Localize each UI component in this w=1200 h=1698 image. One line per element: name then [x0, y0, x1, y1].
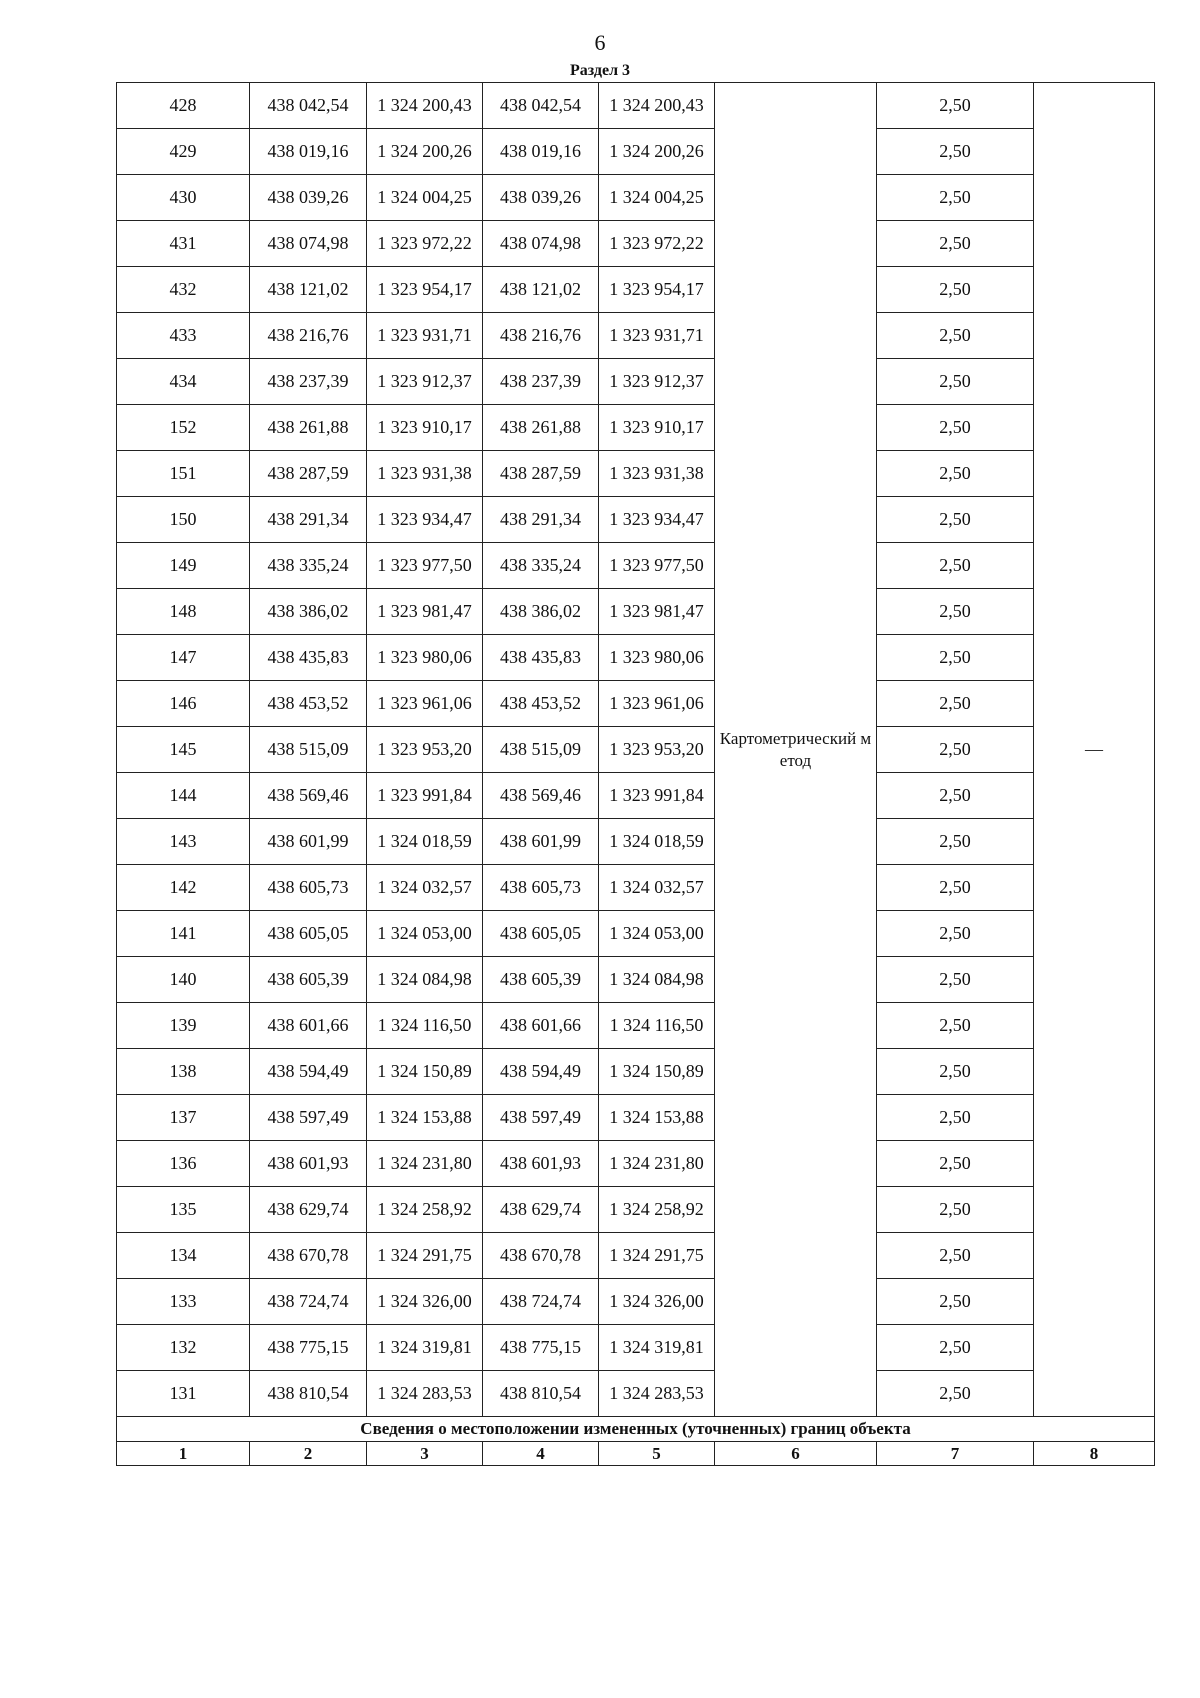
y-new-cell: 1 324 200,43: [599, 83, 715, 129]
point-number-cell: 144: [117, 773, 250, 819]
point-number-cell: 146: [117, 681, 250, 727]
x-old-cell: 438 335,24: [250, 543, 367, 589]
x-old-cell: 438 042,54: [250, 83, 367, 129]
section-title: Раздел 3: [569, 62, 631, 79]
last-column-cell: —: [1034, 83, 1155, 1417]
accuracy-cell: 2,50: [877, 129, 1034, 175]
x-new-cell: 438 335,24: [483, 543, 599, 589]
y-new-cell: 1 324 326,00: [599, 1279, 715, 1325]
column-number: 3: [367, 1442, 483, 1466]
y-new-cell: 1 323 931,71: [599, 313, 715, 359]
x-old-cell: 438 670,78: [250, 1233, 367, 1279]
point-number-cell: 147: [117, 635, 250, 681]
accuracy-cell: 2,50: [877, 313, 1034, 359]
x-new-cell: 438 042,54: [483, 83, 599, 129]
x-old-cell: 438 629,74: [250, 1187, 367, 1233]
x-old-cell: 438 074,98: [250, 221, 367, 267]
y-old-cell: 1 324 258,92: [367, 1187, 483, 1233]
y-new-cell: 1 324 150,89: [599, 1049, 715, 1095]
point-number-cell: 133: [117, 1279, 250, 1325]
x-new-cell: 438 261,88: [483, 405, 599, 451]
y-old-cell: 1 323 953,20: [367, 727, 483, 773]
point-number-cell: 429: [117, 129, 250, 175]
accuracy-cell: 2,50: [877, 957, 1034, 1003]
x-old-cell: 438 724,74: [250, 1279, 367, 1325]
table-caption-row: [117, 1417, 1155, 1442]
x-old-cell: 438 039,26: [250, 175, 367, 221]
point-number-cell: 139: [117, 1003, 250, 1049]
x-new-cell: 438 039,26: [483, 175, 599, 221]
table-row: [117, 221, 1155, 267]
table-row: [117, 1371, 1155, 1417]
point-number-cell: 150: [117, 497, 250, 543]
table-row: [117, 359, 1155, 405]
accuracy-cell: 2,50: [877, 1233, 1034, 1279]
point-number-cell: 135: [117, 1187, 250, 1233]
table-row: [117, 1141, 1155, 1187]
x-old-cell: 438 569,46: [250, 773, 367, 819]
y-new-cell: 1 324 319,81: [599, 1325, 715, 1371]
y-old-cell: 1 323 931,71: [367, 313, 483, 359]
y-old-cell: 1 323 961,06: [367, 681, 483, 727]
x-new-cell: 438 287,59: [483, 451, 599, 497]
table-row: [117, 957, 1155, 1003]
point-number-cell: 138: [117, 1049, 250, 1095]
accuracy-cell: 2,50: [877, 589, 1034, 635]
x-new-cell: 438 594,49: [483, 1049, 599, 1095]
point-number-cell: 134: [117, 1233, 250, 1279]
accuracy-cell: 2,50: [877, 451, 1034, 497]
table-row: [117, 175, 1155, 221]
y-old-cell: 1 324 116,50: [367, 1003, 483, 1049]
x-old-cell: 438 775,15: [250, 1325, 367, 1371]
y-new-cell: 1 324 291,75: [599, 1233, 715, 1279]
x-new-cell: 438 386,02: [483, 589, 599, 635]
x-new-cell: 438 670,78: [483, 1233, 599, 1279]
accuracy-cell: 2,50: [877, 1095, 1034, 1141]
x-old-cell: 438 605,05: [250, 911, 367, 957]
y-old-cell: 1 323 977,50: [367, 543, 483, 589]
table-row: [117, 1325, 1155, 1371]
y-old-cell: 1 324 319,81: [367, 1325, 483, 1371]
y-old-cell: 1 323 991,84: [367, 773, 483, 819]
x-old-cell: 438 121,02: [250, 267, 367, 313]
accuracy-cell: 2,50: [877, 1049, 1034, 1095]
x-old-cell: 438 594,49: [250, 1049, 367, 1095]
x-new-cell: 438 629,74: [483, 1187, 599, 1233]
y-old-cell: 1 324 004,25: [367, 175, 483, 221]
y-old-cell: 1 324 291,75: [367, 1233, 483, 1279]
table-row: [117, 405, 1155, 451]
accuracy-cell: 2,50: [877, 543, 1034, 589]
point-number-cell: 131: [117, 1371, 250, 1417]
y-new-cell: 1 323 972,22: [599, 221, 715, 267]
y-new-cell: 1 324 231,80: [599, 1141, 715, 1187]
x-old-cell: 438 597,49: [250, 1095, 367, 1141]
accuracy-cell: 2,50: [877, 911, 1034, 957]
column-number: 5: [599, 1442, 715, 1466]
column-number: 7: [877, 1442, 1034, 1466]
point-number-cell: 141: [117, 911, 250, 957]
x-new-cell: 438 810,54: [483, 1371, 599, 1417]
point-number-cell: 145: [117, 727, 250, 773]
point-number-cell: 140: [117, 957, 250, 1003]
accuracy-cell: 2,50: [877, 1141, 1034, 1187]
method-cell: Картометрический метод: [715, 83, 877, 1417]
point-number-cell: 151: [117, 451, 250, 497]
y-old-cell: 1 324 231,80: [367, 1141, 483, 1187]
y-new-cell: 1 323 991,84: [599, 773, 715, 819]
table-caption: Сведения о местоположении измененных (уточненных) границ объекта: [117, 1417, 1155, 1442]
point-number-cell: 149: [117, 543, 250, 589]
x-new-cell: 438 453,52: [483, 681, 599, 727]
table-row: [117, 267, 1155, 313]
x-new-cell: 438 019,16: [483, 129, 599, 175]
y-new-cell: 1 323 980,06: [599, 635, 715, 681]
y-old-cell: 1 323 980,06: [367, 635, 483, 681]
x-new-cell: 438 724,74: [483, 1279, 599, 1325]
point-number-cell: 431: [117, 221, 250, 267]
page-number: 6: [594, 30, 606, 55]
y-new-cell: 1 323 953,20: [599, 727, 715, 773]
y-old-cell: 1 324 084,98: [367, 957, 483, 1003]
accuracy-cell: 2,50: [877, 865, 1034, 911]
point-number-cell: 433: [117, 313, 250, 359]
point-number-cell: 428: [117, 83, 250, 129]
coordinates-table: [116, 82, 1155, 1466]
y-new-cell: 1 323 934,47: [599, 497, 715, 543]
column-number-row: [117, 1442, 1155, 1466]
x-old-cell: 438 601,66: [250, 1003, 367, 1049]
accuracy-cell: 2,50: [877, 359, 1034, 405]
y-old-cell: 1 323 972,22: [367, 221, 483, 267]
x-old-cell: 438 019,16: [250, 129, 367, 175]
x-new-cell: 438 601,99: [483, 819, 599, 865]
x-new-cell: 438 775,15: [483, 1325, 599, 1371]
accuracy-cell: 2,50: [877, 267, 1034, 313]
accuracy-cell: 2,50: [877, 405, 1034, 451]
y-new-cell: 1 324 004,25: [599, 175, 715, 221]
table-row: [117, 543, 1155, 589]
table-row: [117, 1049, 1155, 1095]
y-new-cell: 1 324 032,57: [599, 865, 715, 911]
point-number-cell: 430: [117, 175, 250, 221]
accuracy-cell: 2,50: [877, 1279, 1034, 1325]
accuracy-cell: 2,50: [877, 1371, 1034, 1417]
x-new-cell: 438 605,73: [483, 865, 599, 911]
y-new-cell: 1 324 258,92: [599, 1187, 715, 1233]
x-old-cell: 438 435,83: [250, 635, 367, 681]
y-new-cell: 1 323 981,47: [599, 589, 715, 635]
accuracy-cell: 2,50: [877, 1325, 1034, 1371]
accuracy-cell: 2,50: [877, 635, 1034, 681]
y-old-cell: 1 324 053,00: [367, 911, 483, 957]
point-number-cell: 132: [117, 1325, 250, 1371]
table-row: [117, 727, 1155, 773]
table-row: [117, 451, 1155, 497]
y-new-cell: 1 324 084,98: [599, 957, 715, 1003]
x-old-cell: 438 810,54: [250, 1371, 367, 1417]
y-old-cell: 1 324 032,57: [367, 865, 483, 911]
point-number-cell: 142: [117, 865, 250, 911]
x-old-cell: 438 291,34: [250, 497, 367, 543]
x-old-cell: 438 237,39: [250, 359, 367, 405]
table-row: [117, 313, 1155, 359]
accuracy-cell: 2,50: [877, 773, 1034, 819]
y-new-cell: 1 323 912,37: [599, 359, 715, 405]
y-new-cell: 1 324 053,00: [599, 911, 715, 957]
accuracy-cell: 2,50: [877, 83, 1034, 129]
column-number: 2: [250, 1442, 367, 1466]
point-number-cell: 148: [117, 589, 250, 635]
accuracy-cell: 2,50: [877, 727, 1034, 773]
table-row: [117, 635, 1155, 681]
y-old-cell: 1 323 954,17: [367, 267, 483, 313]
y-new-cell: 1 324 283,53: [599, 1371, 715, 1417]
y-old-cell: 1 324 200,43: [367, 83, 483, 129]
x-old-cell: 438 605,73: [250, 865, 367, 911]
y-new-cell: 1 324 018,59: [599, 819, 715, 865]
table-row: [117, 129, 1155, 175]
y-old-cell: 1 324 018,59: [367, 819, 483, 865]
point-number-cell: 432: [117, 267, 250, 313]
x-new-cell: 438 515,09: [483, 727, 599, 773]
table-row: [117, 1187, 1155, 1233]
table-row: [117, 1003, 1155, 1049]
x-new-cell: 438 569,46: [483, 773, 599, 819]
x-new-cell: 438 435,83: [483, 635, 599, 681]
x-new-cell: 438 601,93: [483, 1141, 599, 1187]
x-new-cell: 438 597,49: [483, 1095, 599, 1141]
table-body: [117, 83, 1155, 1466]
y-old-cell: 1 324 283,53: [367, 1371, 483, 1417]
table-row: [117, 1279, 1155, 1325]
table-row: [117, 819, 1155, 865]
point-number-cell: 136: [117, 1141, 250, 1187]
x-new-cell: 438 121,02: [483, 267, 599, 313]
accuracy-cell: 2,50: [877, 819, 1034, 865]
x-new-cell: 438 237,39: [483, 359, 599, 405]
x-new-cell: 438 074,98: [483, 221, 599, 267]
y-old-cell: 1 324 326,00: [367, 1279, 483, 1325]
y-old-cell: 1 324 153,88: [367, 1095, 483, 1141]
table-row: [117, 681, 1155, 727]
accuracy-cell: 2,50: [877, 1003, 1034, 1049]
accuracy-cell: 2,50: [877, 681, 1034, 727]
point-number-cell: 143: [117, 819, 250, 865]
y-new-cell: 1 323 954,17: [599, 267, 715, 313]
x-old-cell: 438 601,93: [250, 1141, 367, 1187]
point-number-cell: 137: [117, 1095, 250, 1141]
y-new-cell: 1 323 931,38: [599, 451, 715, 497]
table-row: [117, 1095, 1155, 1141]
x-new-cell: 438 605,39: [483, 957, 599, 1003]
table-row: [117, 1233, 1155, 1279]
y-old-cell: 1 323 910,17: [367, 405, 483, 451]
column-number: 4: [483, 1442, 599, 1466]
y-new-cell: 1 324 153,88: [599, 1095, 715, 1141]
y-new-cell: 1 323 961,06: [599, 681, 715, 727]
accuracy-cell: 2,50: [877, 1187, 1034, 1233]
table-row: [117, 589, 1155, 635]
column-number: 1: [117, 1442, 250, 1466]
y-old-cell: 1 323 981,47: [367, 589, 483, 635]
accuracy-cell: 2,50: [877, 497, 1034, 543]
table-row: [117, 773, 1155, 819]
x-old-cell: 438 261,88: [250, 405, 367, 451]
y-new-cell: 1 324 116,50: [599, 1003, 715, 1049]
point-number-cell: 434: [117, 359, 250, 405]
x-old-cell: 438 386,02: [250, 589, 367, 635]
y-old-cell: 1 323 912,37: [367, 359, 483, 405]
x-new-cell: 438 216,76: [483, 313, 599, 359]
table-row: [117, 83, 1155, 129]
table-row: [117, 911, 1155, 957]
point-number-cell: 152: [117, 405, 250, 451]
y-old-cell: 1 324 200,26: [367, 129, 483, 175]
y-new-cell: 1 323 977,50: [599, 543, 715, 589]
column-number: 6: [715, 1442, 877, 1466]
y-old-cell: 1 323 934,47: [367, 497, 483, 543]
column-number: 8: [1034, 1442, 1155, 1466]
x-old-cell: 438 216,76: [250, 313, 367, 359]
x-old-cell: 438 515,09: [250, 727, 367, 773]
x-old-cell: 438 605,39: [250, 957, 367, 1003]
y-new-cell: 1 324 200,26: [599, 129, 715, 175]
x-old-cell: 438 601,99: [250, 819, 367, 865]
table-row: [117, 497, 1155, 543]
x-new-cell: 438 601,66: [483, 1003, 599, 1049]
y-old-cell: 1 323 931,38: [367, 451, 483, 497]
x-new-cell: 438 291,34: [483, 497, 599, 543]
x-old-cell: 438 453,52: [250, 681, 367, 727]
x-old-cell: 438 287,59: [250, 451, 367, 497]
accuracy-cell: 2,50: [877, 221, 1034, 267]
y-old-cell: 1 324 150,89: [367, 1049, 483, 1095]
accuracy-cell: 2,50: [877, 175, 1034, 221]
y-new-cell: 1 323 910,17: [599, 405, 715, 451]
x-new-cell: 438 605,05: [483, 911, 599, 957]
table-row: [117, 865, 1155, 911]
